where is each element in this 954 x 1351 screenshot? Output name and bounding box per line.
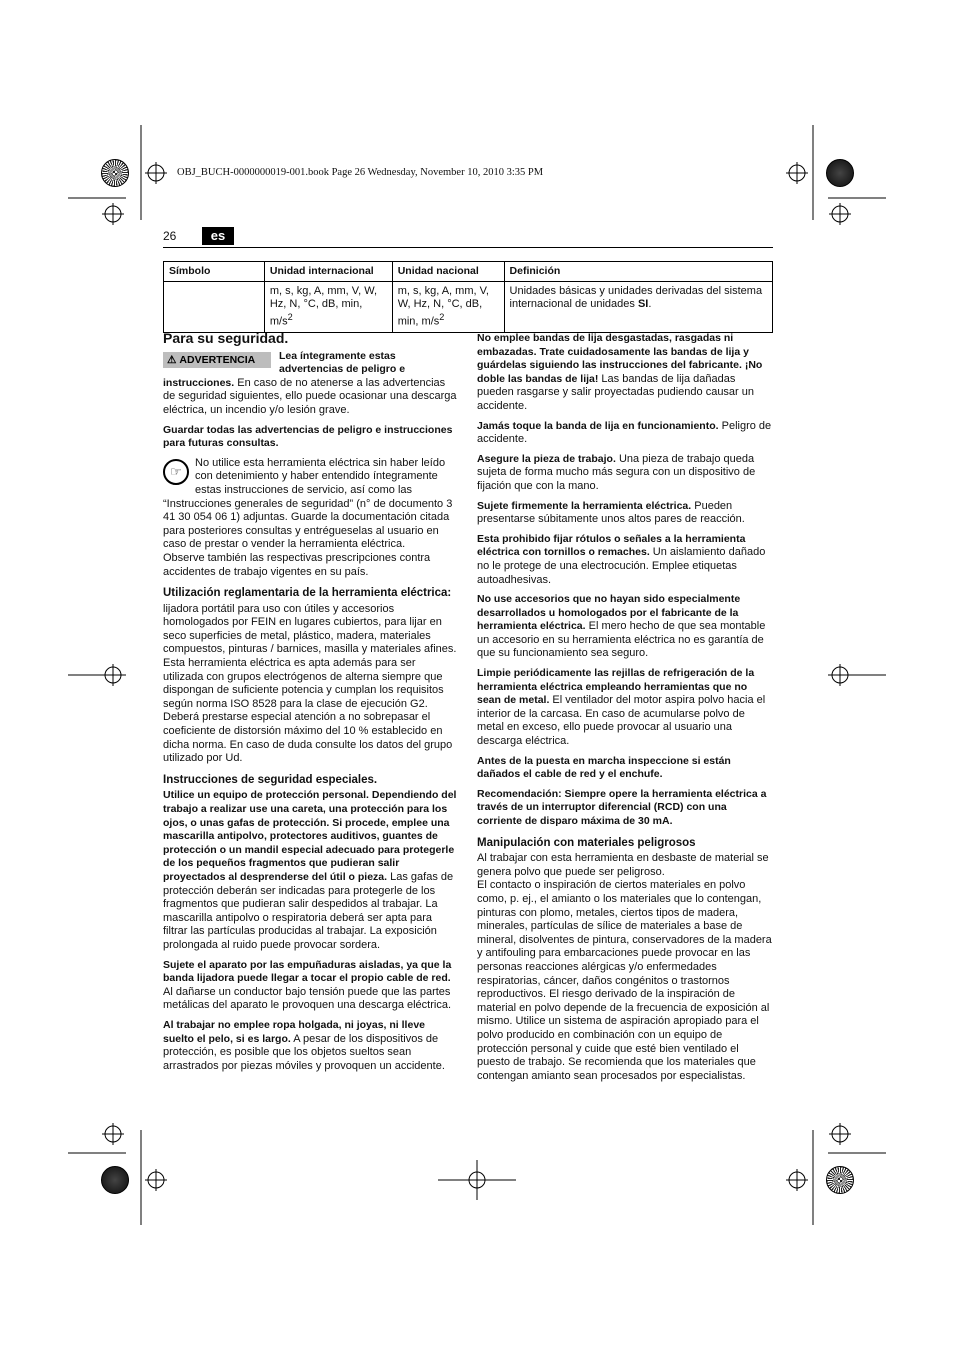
generator-paragraph: Esta herramienta eléctrica es apta además para ser utilizada con grupos electrógenos de alterna siempre que dispongan de suficiente potencia y cumplan los requisitos según norma ISO 8528 para la clase de ejecución G2. Deberá prestarse especial atención a no sobrepasar el coeficiente de distorsión máximo del 10 % establecido en dicha norma. En caso de duda consulte los datos del grupo utilizado por Ud.	[163, 657, 453, 765]
clothes-paragraph: Al trabajar no emplee ropa holgada, ni joyas, ni lleve suelto el pelo, si es largo. A pesar de los dispositivos de protección, es posible que los objetos sueltos sean arrastrados por piezas móviles y provoquen un accidente.	[163, 1018, 445, 1072]
section-title: Para su seguridad.	[163, 330, 289, 346]
table-row	[164, 282, 773, 333]
hold-paragraph: Sujete firmemente la herramienta eléctrica. Pueden presentarse súbitamente unos altos pares de reacción.	[477, 499, 745, 526]
warning-triangle-icon: ⚠	[167, 353, 177, 366]
warning-paragraph: ⚠ ADVERTENCIA Lea íntegramente estas advertencias de peligro e instrucciones. En caso de no atenerse a las advertencias de seguridad siguientes, ello puede ocasionar una descarga eléctrica, un incendio y/o lesión grave.	[163, 349, 457, 416]
cell-intl-unit: m, s, kg, A, mm, V, W, Hz, N, °C, dB, min, $m/s^2$	[264, 282, 392, 333]
grip-paragraph: Sujete el aparato por las empuñaduras aisladas, ya que la banda lijadora puede llegar a tocar el propio cable de red. Al dañarse un conductor bajo tensión puede que las partes metálicas del aparato le provoquen una descarga eléctrica.	[163, 958, 452, 1012]
belts-paragraph: No emplee bandas de lija desgastadas, rasgadas ni embazadas. Trate cuidadosamente las bandas de lija y guárdelas siguiendo las instrucciones del fabricante. ¡No doble las bandas de lija! Las bandas de lija dañadas pueden rasgarse y salir proyectadas pudiendo causar un accidente.	[477, 332, 763, 412]
header-definition: Definición	[504, 262, 772, 282]
heading-hazardous-materials: Manipulación con materiales peligrosos	[477, 836, 696, 849]
manual-paragraph: ☞ No utilice esta herramienta eléctrica sin haber leído con detenimiento y haber entendido íntegramente estas instrucciones de servicio, así como las “Instrucciones generales de seguridad” (n° de documento 3 41 30 054 06 1) adjuntas. Guarde la documentación citada para posteriores consultas y entrégueselas al usuario en caso de prestar o vender la herramienta eléctrica.	[163, 456, 453, 551]
clean-paragraph: Limpie periódicamente las rejillas de refrigeración de la herramienta eléctrica empleando herramientas que no sean de metal. El ventilador del motor aspira polvo hacia el interior de la carcasa. En caso de acumularse polvo de metal en exceso, ello puede provocar al usuario una descarga eléctrica.	[477, 667, 766, 748]
heading-intended-use: Utilización reglamentaria de la herramienta eléctrica:	[163, 587, 452, 600]
inspect-paragraph: Antes de la puesta en marcha inspeccione si están dañados el cable de red y el enchufe.	[477, 754, 731, 781]
heading-special-safety: Instrucciones de seguridad especiales.	[163, 773, 378, 786]
book-info-line: OBJ_BUCH-0000000019-001.book Page 26 Wednesday, November 10, 2010 3:35 PM	[177, 167, 544, 178]
left-column	[163, 332, 458, 1079]
hazard-paragraph-2: El contacto o inspiración de ciertos materiales en polvo como, p. ej., el amianto o los materiales que lo contengan, pinturas con plomo, metales, ciertos tipos de madera, minerales, partículas de sílice de materiales a base de mineral, disolventes de pintura, conservadores de la madera y antifouling para embarcaciones puede provocar en las personas reacciones alérgicas y/o enfermedades respiratorias, cáncer, daños congénitos o trastornos reproductivos. El riesgo derivado de la inspiración de material en polvo depende de la frecuencia de exposición al mismo. Utilice un sistema de aspiración apropiado para el polvo producido en combinación con un equipo de protección personal y cuide que esté bien ventilado el puesto de trabajo. Se recomienda que los materiales que contengan amianto sean procesados por especialistas.	[477, 879, 772, 1082]
units-table-header-row	[164, 262, 773, 282]
warning-label: ⚠ ADVERTENCIA	[163, 352, 271, 368]
header-rule	[163, 247, 773, 248]
language-badge: es	[202, 227, 234, 245]
header-intl-unit: Unidad internacional	[264, 262, 392, 282]
header-national-unit: Unidad nacional	[392, 262, 504, 282]
cell-definition: Unidades básicas y unidades derivadas del sistema internacional de unidades SI.	[504, 282, 772, 333]
rcd-paragraph: Recomendación: Siempre opere la herramienta eléctrica a través de un interruptor diferencial (RCD) con una corriente de disparo máxima de 30 mA.	[477, 787, 767, 827]
observe-paragraph: Observe también las respectivas prescripciones contra accidentes de trabajo vigentes en su país.	[163, 551, 431, 578]
secure-paragraph: Asegure la pieza de trabajo. Una pieza de trabajo queda sujeta de forma mucho más segura con un dispositivo de fijación que con la mano.	[477, 452, 756, 492]
hazard-paragraph-1: Al trabajar con esta herramienta en desbaste de material se genera polvo que puede ser peligroso.	[477, 852, 769, 878]
keep-instructions: Guardar todas las advertencias de peligro e instrucciones para futuras consultas.	[163, 423, 453, 450]
read-manual-icon: ☞	[163, 459, 189, 485]
cell-symbol	[164, 282, 265, 333]
labels-paragraph: Esta prohibido fijar rótulos o señales a la herramienta eléctrica con tornillos o remaches. Un aislamiento dañado no le protege de una electrocución. Emplee etiquetas autoadhesivas.	[477, 532, 766, 586]
page-number: 26	[163, 229, 177, 243]
ppe-paragraph: Utilice un equipo de protección personal. Dependiendo del trabajo a realizar use una careta, una protección para los ojos, o unas gafas de protección. Si procede, emplee una mascarilla antipolvo, protectores auditivos, guantes de protección o un mandil especial adecuado para protegerle de los pequeños fragmentos que pudieran salir proyectados al desprenderse del útil o pieza. Las gafas de protección deberán ser indicadas para protegerle de los fragmentos que pudieran salir despedidos al trabajar. La mascarilla antipolvo o respiratoria deberá ser apta para filtrar las partículas producidas al trabajar. La exposición prolongada al ruido puede provocar sordera.	[163, 789, 457, 951]
intended-use-paragraph: lijadora portátil para uso con útiles y accesorios homologados por FEIN en lugares cubiertos, para lijar en seco superficies de metal, plástico, madera, materiales compuestos, pinturas / barnices, masilla y materiales afines.	[163, 602, 457, 656]
right-column	[477, 332, 773, 1089]
cell-national-unit: m, s, kg, A, mm, V, W, Hz, N, °C, dB, min, $m/s^2$	[392, 282, 504, 333]
header-symbol: Símbolo	[164, 262, 265, 282]
accessories-paragraph: No use accesorios que no hayan sido especialmente desarrollados u homologados por el fabricante de la herramienta eléctrica. El mero hecho de que sea montable un accesorio en su herramienta eléctrica no es garantía de que su funcionamiento sea seguro.	[477, 593, 766, 660]
touch-paragraph: Jamás toque la banda de lija en funcionamiento. Peligro de accidente.	[477, 419, 772, 446]
units-table	[163, 261, 773, 333]
